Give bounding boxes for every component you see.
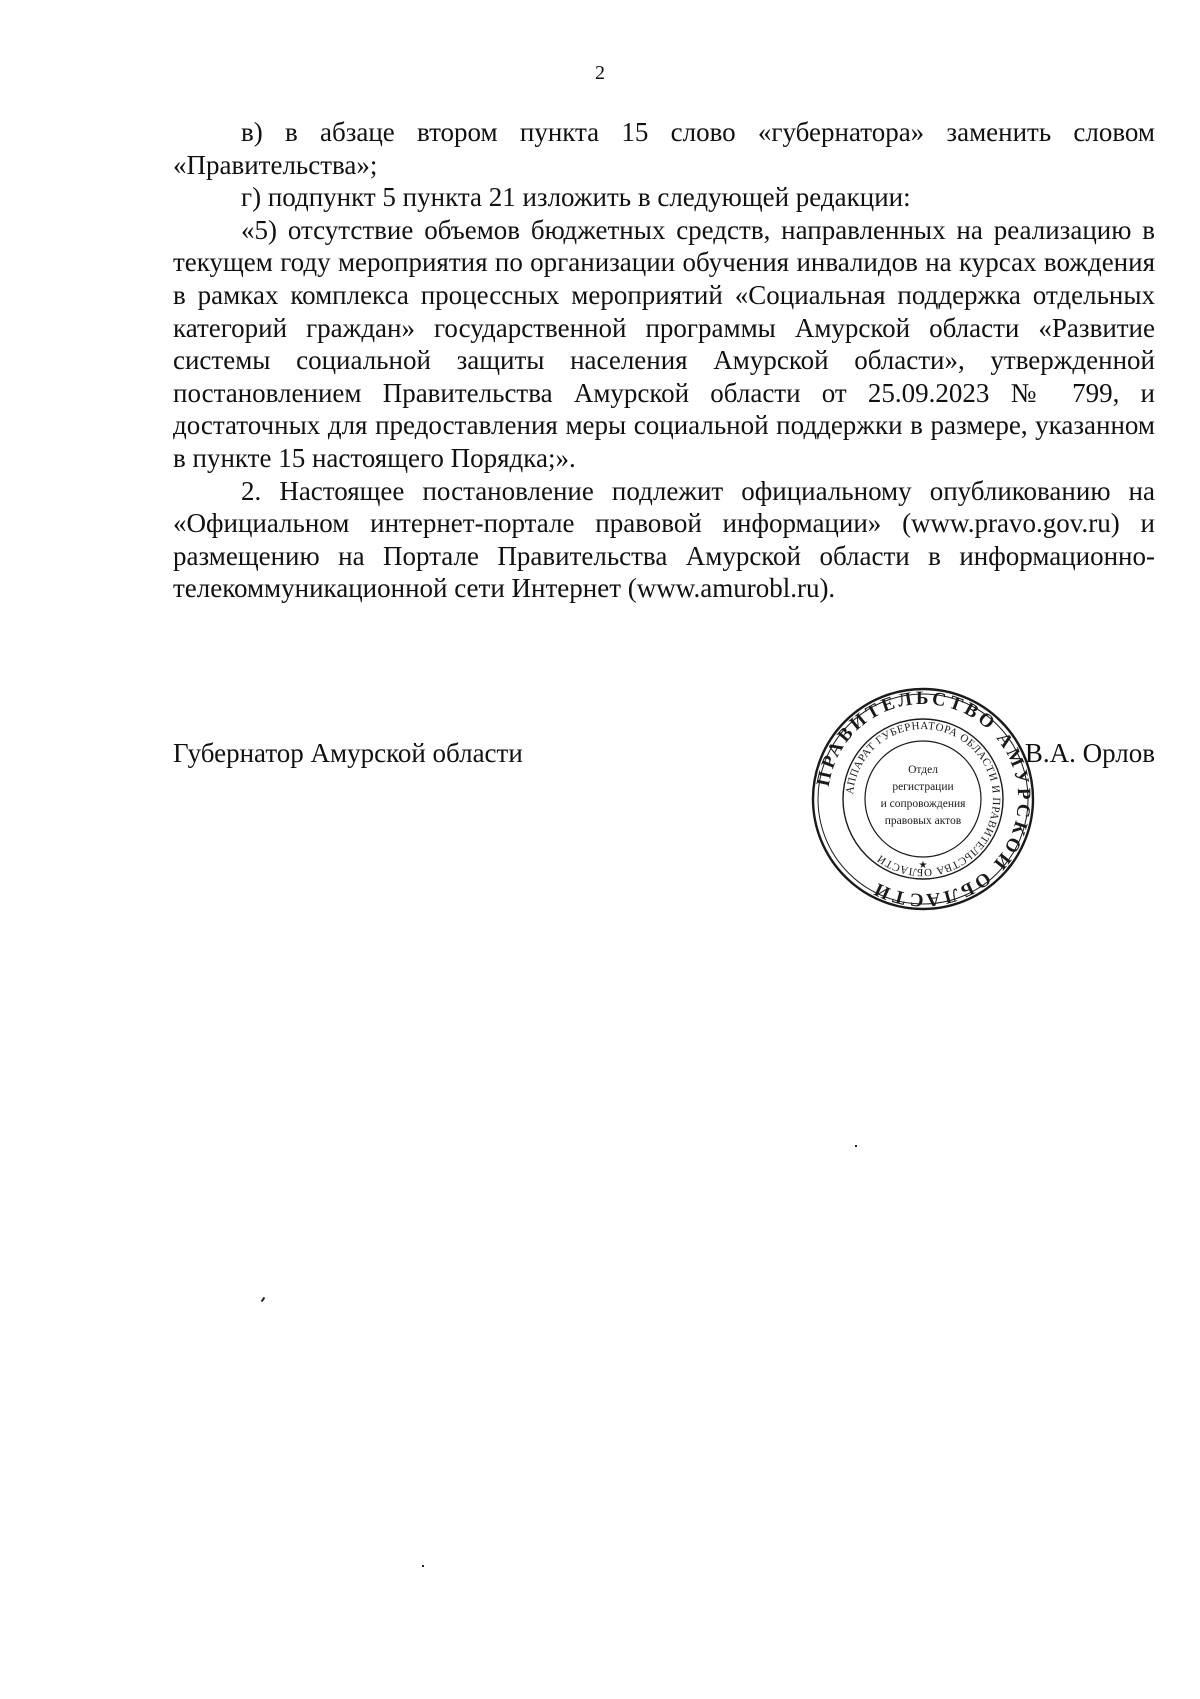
signatory-name: В.А. Орлов xyxy=(1024,738,1155,768)
paragraph-1-continuation: «Правительства»; xyxy=(173,149,378,180)
seal-star-icon: ★ xyxy=(918,860,928,871)
paragraph-1: в) в абзаце втором пункта 15 слово «губернатора» заменить словом xyxy=(241,117,1155,147)
paragraph-4: 2. Настоящее постановление подлежит официальному опубликованию на «Официальном интернет-портале правовой информации» (www.pravo.gov.ru) и размещению на Портале Правительства Амурской области в информационно-телекоммуникационной сети Интернет (www.amurobl.ru). xyxy=(173,475,1155,604)
signatory-position: Губернатор Амурской области xyxy=(173,738,523,768)
official-seal xyxy=(810,686,1036,912)
scan-speck xyxy=(261,1297,266,1302)
page-number: 2 xyxy=(595,62,605,84)
scan-speck xyxy=(855,1145,857,1147)
document-body xyxy=(173,116,1155,605)
scan-speck xyxy=(422,1565,424,1567)
paragraph-3: «5) отсутствие объемов бюджетных средств, направленных на реализацию в текущем году мероприятия по организации обучения инвалидов на курсах вождения в рамках комплекса процессных мероприятий «Социальная поддержка отдельных категорий граждан» государственной программы Амурской области «Развитие системы социальной защиты населения Амурской области», утвержденной постановлением Правительства Амурской области от 25.09.2023 № 799, и достаточных для предоставления меры социальной поддержки в размере, указанном в пункте 15 настоящего Порядка;». xyxy=(173,214,1155,473)
seal-center-line-1: Отдел xyxy=(908,764,938,776)
seal-center-line-2: регистрации xyxy=(892,781,954,793)
seal-outer-text: ПРАВИТЕЛЬСТВО АМУРСКОЙ ОБЛАСТИ xyxy=(812,687,1035,911)
seal-inner-text: АППАРАТ ГУБЕРНАТОРА ОБЛАСТИ И ПРАВИТЕЛЬСТВА ОБЛАСТИ xyxy=(844,719,1003,879)
seal-center-line-4: правовых актов xyxy=(884,815,962,827)
seal-center-line-3: и сопровождения xyxy=(880,798,966,810)
paragraph-2: г) подпункт 5 пункта 21 изложить в следующей редакции: xyxy=(241,182,911,213)
